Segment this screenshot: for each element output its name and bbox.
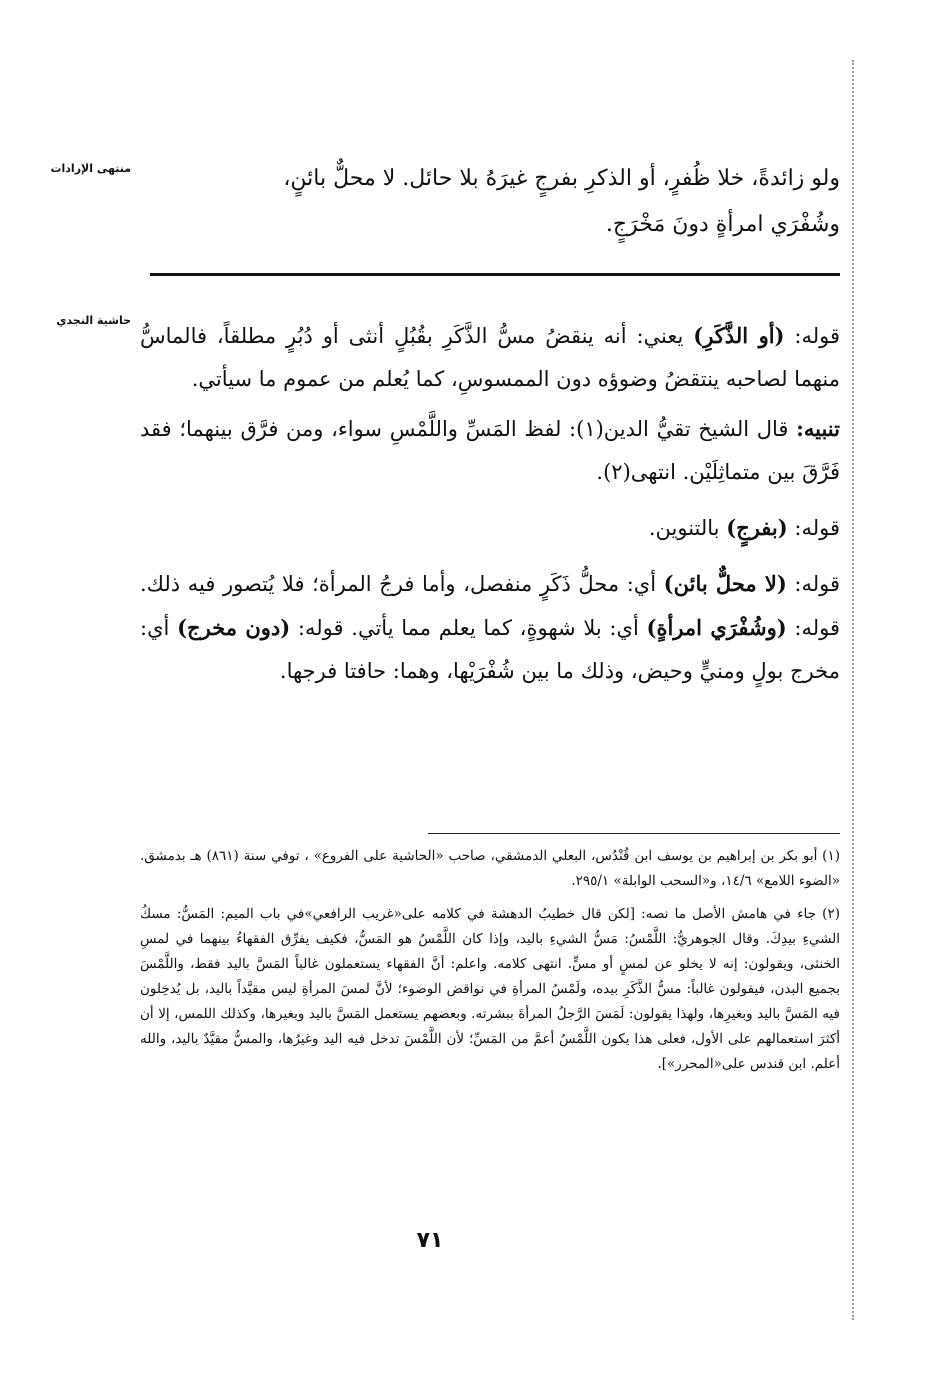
label-qawluhu: قوله: xyxy=(787,516,840,540)
label-qawluhu: قوله: xyxy=(786,572,840,596)
lemma-duna-makhraj: (دون مخرج) xyxy=(177,615,291,640)
page-number: ٧١ xyxy=(416,1228,444,1253)
section-label-hashiya: حاشية النجدي xyxy=(56,314,131,327)
hashiya-text xyxy=(140,314,840,693)
lemma-la-mahall-ba-in: (لا محلٌّ بائن) xyxy=(663,571,787,596)
footnotes xyxy=(140,844,840,1077)
label-qawluhu: قوله: xyxy=(784,324,841,348)
matn-line-2: وشُفْرَي امرأةٍ دونَ مَخْرَجٍ. xyxy=(605,212,840,237)
hashiya-paragraph-4 xyxy=(140,562,840,693)
tanbih-heading: تنبيه: xyxy=(796,416,840,441)
margin-dotted-line xyxy=(852,60,854,1320)
commentary: أي: مخرج بولٍ ومنيٍّ وحيض، وذلك ما بين شُفْرَيْها، وهما: حافتا فرجها. xyxy=(140,616,840,683)
commentary: يعني: أنه ينقضُ مسُّ الذَّكَرِ بقُبُلٍ أنثى أو دُبُرٍ مطلقاً، فالماسُّ منهما لصاحبه ينتقضُ وضوؤه دون الممسوسِ، كما يُعلم من عموم ما سيأتي. xyxy=(140,324,840,391)
matn-line-1: ولو زائدةً، خلا ظُفرٍ، أو الذكرِ بفرجٍ غيرَهُ بلا حائل. لا محلٌّ بائنٍ، xyxy=(283,166,840,191)
commentary: قال الشيخ تقيُّ الدين(١): لفظ المَسِّ واللَّمْسِ سواء، ومن فرَّق بينهما؛ فقد فَرَّقَ بين متماثِلَيْن. انتهى(٢). xyxy=(140,417,840,484)
footnote-1: (١) أبو بكر بن إبراهيم بن يوسف ابن قُنْدُس، البعلي الدمشقي، صاحب «الحاشية على الفروع» ، توفي سنة (٨٦١) هـ بدمشق. «الضوء اللامع» ١٤/٦، و«السحب الوابلة» ٢٩٥/١. xyxy=(140,848,840,889)
commentary: أي: محلُّ ذَكَرٍ منفصل، وأما فرجُ المرأة؛ فلا يُتصور فيه ذلك. قوله: xyxy=(140,572,841,640)
lemma-shufray-imra-ah: (وشُفْرَي امرأةٍ) xyxy=(646,615,787,640)
footnote-separator-rule xyxy=(428,833,840,834)
footnote-2: (٢) جاء في هامش الأصل ما نصه: [لكن قال خطيبُ الدهشة في كلامه على«غريب الرافعي»في باب الميم: المَسُّ: مسكُ الشيءِ بيدِكَ. وقال الجوهريُّ: اللَّمْسُ: مَسُّ الشيءِ باليد، وإذا كان اللَّمْسُ هو المَسُّ، فكيف يفرِّق الفقهاءُ بينهما في لمسِ الخنثى، ويقولون: إنه لا يخلو عن لمسٍ أو مسٍّ. انتهى كلامه. واعلم: أنَّ الفقهاء يستعملون غالباً المَسَّ باليد فقط، واللَّمْسَ بجميع البدن، فيقولون غالباً: مسُّ الذَّكَرِ بيده، ولَمْسُ المرأةِ في نواقض الوضوء؛ لأنَّ لمسَ المرأةِ ليس مقيَّداً باليد، بل يُدخِلون فيه المَسَّ باليد وبغيرِها، ولهذا يقولون: لَمَسَ الرَّجلُ المرأةَ ببشرته. وبعضهم يستعمل المَسَّ باليد وبغيرها، وكذلك اللمس، إلا أن أكثرَ استعمالهم على الأول، فعلى هذا يكون اللَّمْسُ أعمَّ من المَسِّ؛ لأن اللَّمْسَ تدخل فيه اليد وغيرُها، والمسُّ مقيَّدٌ باليد، والله أعلم. ابن قندس على«المحرر»]. xyxy=(140,906,840,1072)
commentary: أي: بلا شهوةٍ، كما يعلم مما يأتي. قوله: xyxy=(290,616,647,640)
lemma-bi-farj: (بفرجٍ) xyxy=(726,515,788,540)
lemma-aw-al-dhakar: (أو الذَّكَرِ) xyxy=(693,323,785,348)
section-label-muntaha: منتهى الإرادات xyxy=(50,162,131,175)
hashiya-paragraph-3 xyxy=(140,506,840,550)
hashiya-paragraph-1 xyxy=(140,314,840,401)
commentary: بالتنوين. xyxy=(648,516,727,540)
matn-separator-rule xyxy=(150,273,840,276)
hashiya-paragraph-tanbih xyxy=(140,407,840,494)
matn-text xyxy=(140,156,840,248)
